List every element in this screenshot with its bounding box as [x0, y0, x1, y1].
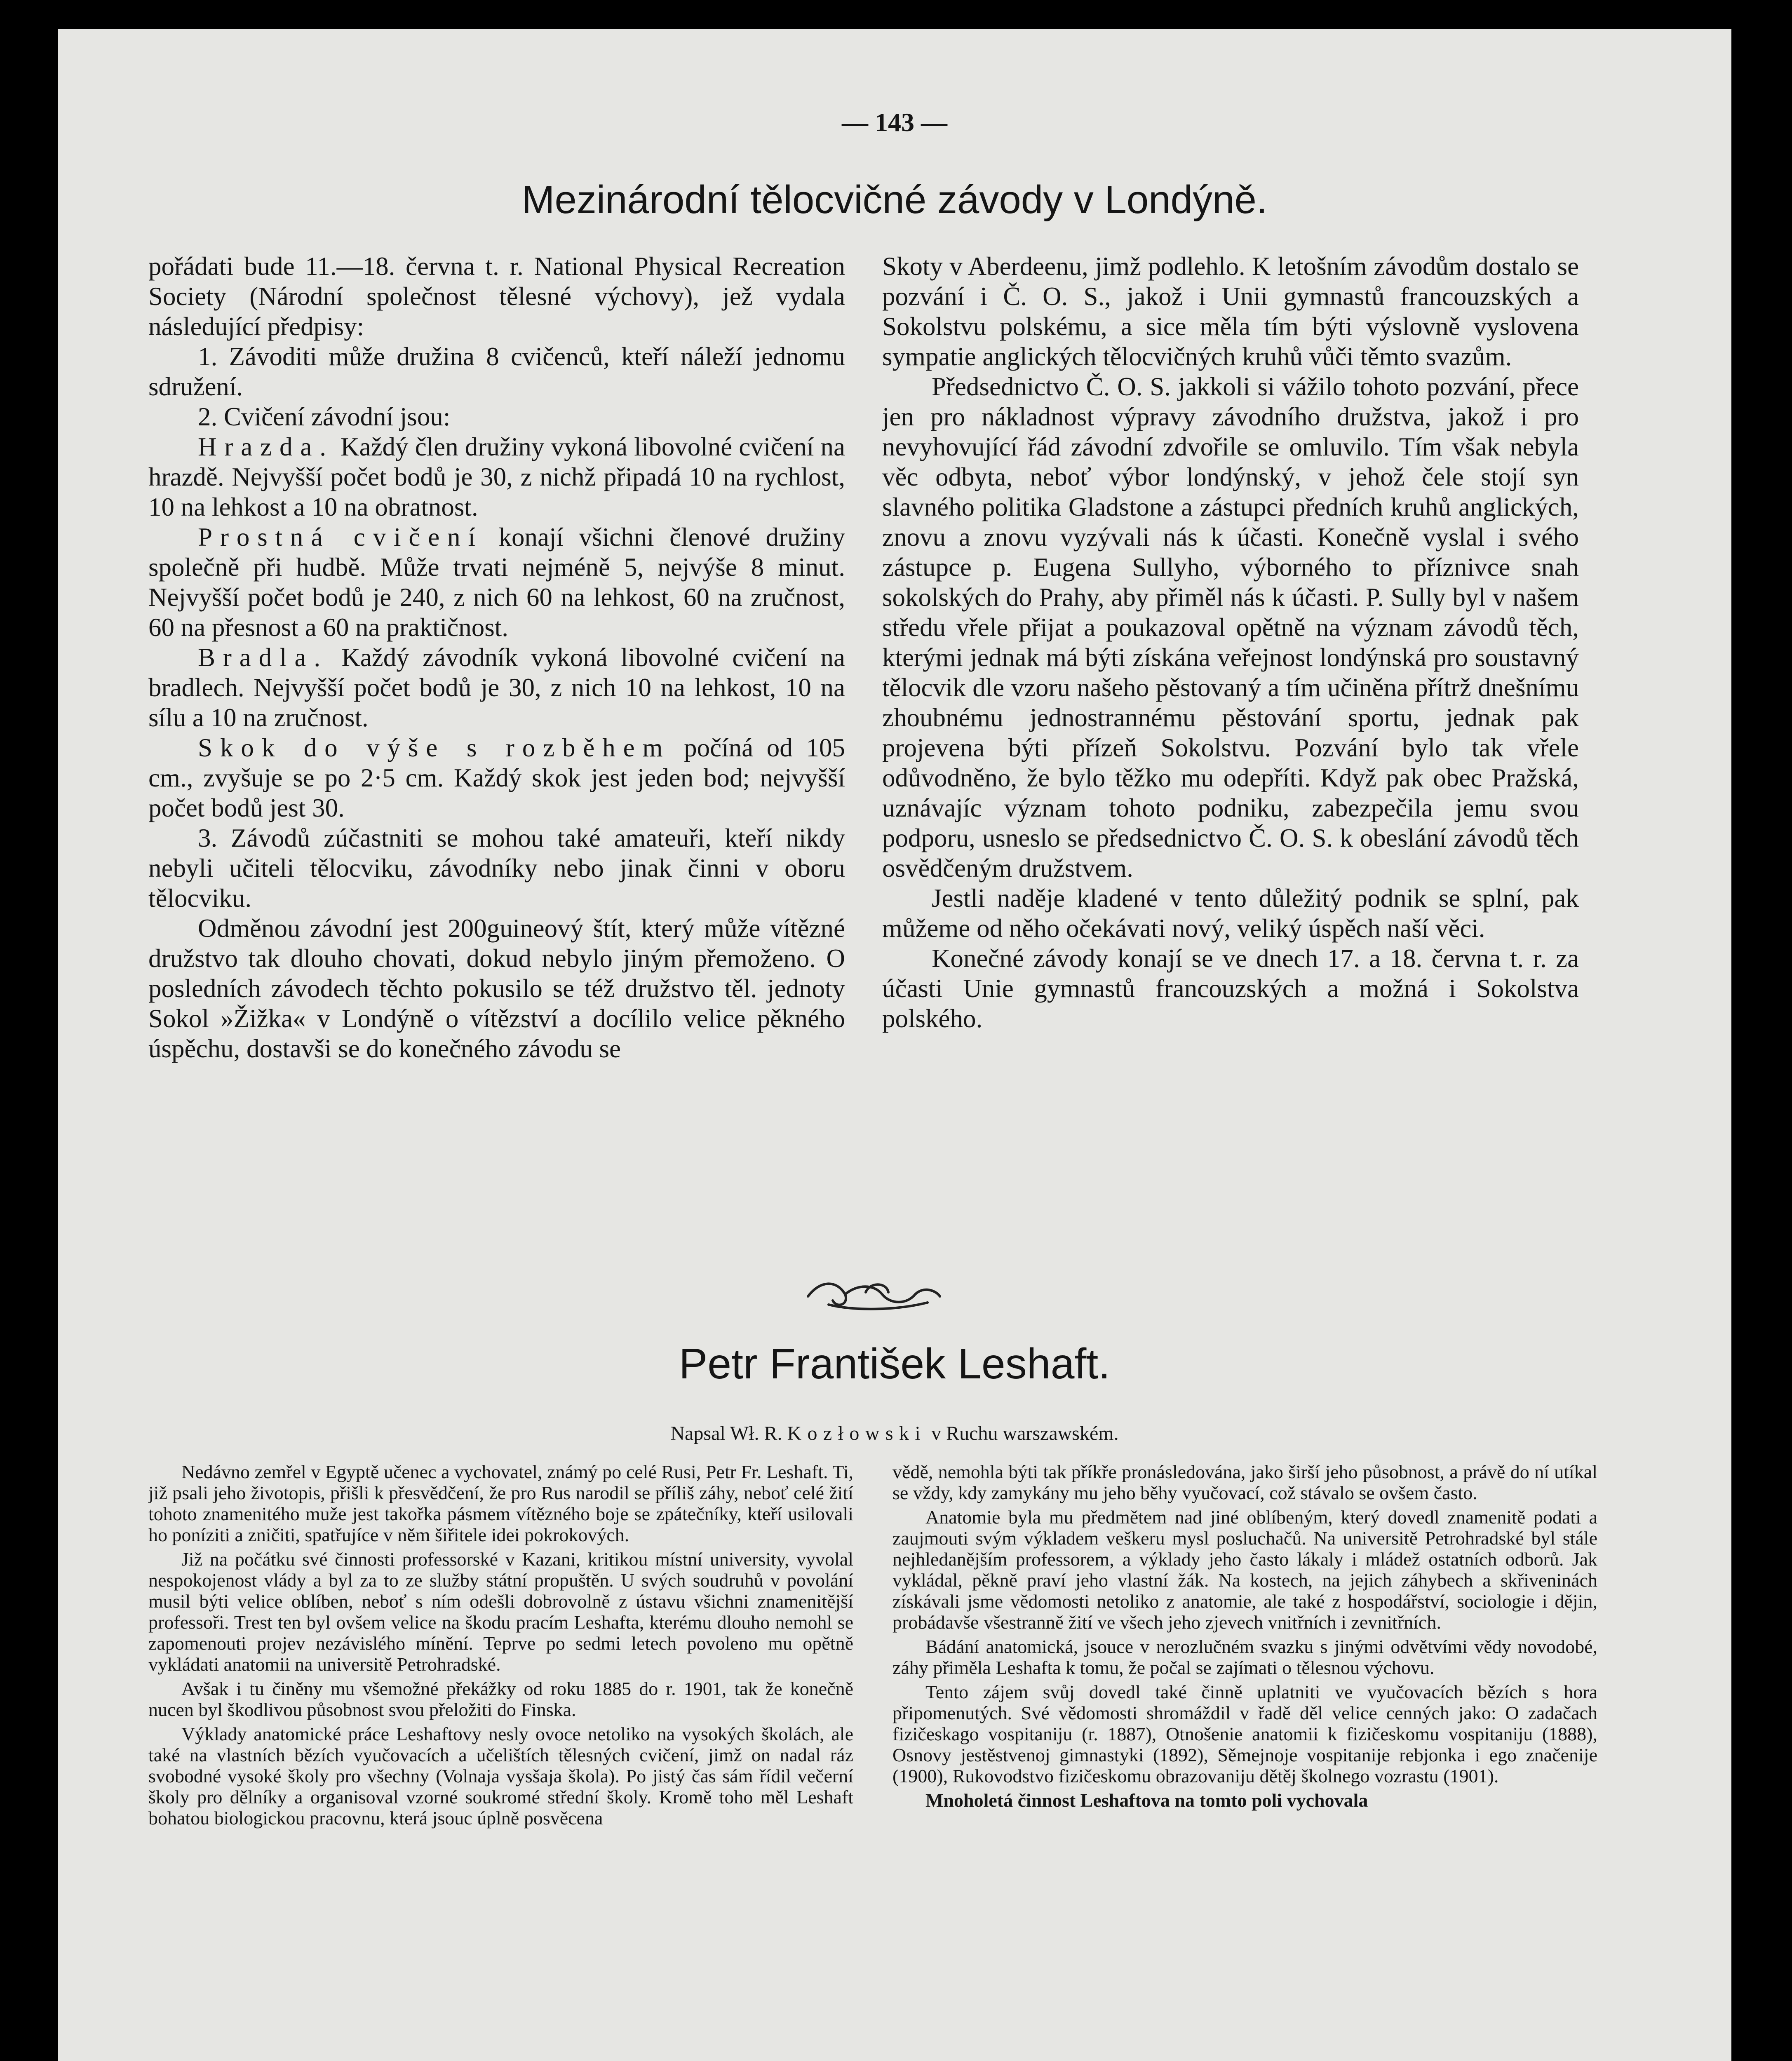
article1-column-left: [148, 251, 845, 1298]
paragraph: Tento zájem svůj dovedl také činně uplatniti ve vyučovacích bězích s hora připomenutých. Své vědomosti shromáždil v řadě děl velice cenných jako: O zadačach fizičeskago vospitaniju (r. 1887), Otnošenie anatomii k fizičeskomu vospitaniju (1888), Osnovy jestěstvenoj gimnastyki (1892), Sěmejnoje vospitanije rebjonka i ego značenije (1900), Rukovodstvo fizičeskomu obrazovaniju dětěj školnego vozrastu (1901).: [892, 1681, 1597, 1786]
paragraph: Skoty v Aberdeenu, jimž podlehlo. K letošním závodům dostalo se pozvání i Č. O. S., jakož i Unii gymnastů francouzských a Sokolstvu polskému, a sice měla tím býti výslovně vyslovena sympatie anglických tělocvičných kruhů vůči těmto svazům.: [882, 252, 1579, 371]
paragraph-text: konají všichni členové družiny společně při hudbě. Může trvati nejméně 5, nejvýše 8 minut. Nejvyšší počet bodů je 240, z nich 60 na lehkost, 60 na zručnost, 60 na přesnost a 60 na praktičnost.: [148, 523, 845, 642]
paragraph: 3. Závodů zúčastniti se mohou také amateuři, kteří nikdy nebyli učiteli tělocviku, závodníky nebo jinak činni v oboru tělocviku.: [148, 824, 845, 913]
paragraph: Již na počátku své činnosti professorské v Kazani, kritikou místní university, vyvolal nespokojenost vlády a byl za to ze služby státní propuštěn. U svých soudruhů v povolání musil býti velice oblíben, neboť s ním odešli dobrovolně z ústavu všichni znamenitější professoři. Trest ten byl ovšem velice na škodu pracím Leshafta, kterému dlouho nemohl se zapomenouti projev nezávislého mínění. Teprve po sedmi letech povoleno mu opětně vykládati anatomii na universitě Petrohradské.: [148, 1549, 853, 1675]
paragraph: [148, 643, 845, 733]
paragraph: [148, 432, 845, 522]
paragraph: 1. Závoditi může družina 8 cvičenců, kteří náleží jednomu sdružení.: [148, 342, 845, 401]
paragraph: [148, 522, 845, 643]
paragraph: [148, 733, 845, 823]
term: Skok do výše s rozběhem: [198, 733, 671, 762]
term: Bradla.: [198, 643, 328, 672]
paragraph: Avšak i tu činěny mu všemožné překážky od roku 1885 do r. 1901, tak že konečně nucen byl škodlivou působnost svou přeložiti do Finska.: [148, 1678, 853, 1720]
byline-prefix: Napsal Wł. R.: [670, 1423, 787, 1444]
paragraph: Bádání anatomická, jsouce v nerozlučném svazku s jinými odvětvími vědy novodobé, záhy přiměla Leshafta k tomu, že počal se zajímati o tělesnou výchovu.: [892, 1636, 1597, 1678]
paragraph: Předsednictvo Č. O. S. jakkoli si vážilo tohoto pozvání, přece jen pro nákladnost výpravy závodního družstva, jakož i pro nevyhovující řád závodní zdvořile se omluvilo. Tím však nebyla věc odbyta, neboť výbor londýnský, v jehož čele stojí syn slavného politika Gladstone a zástupci předních kruhů anglických, znovu a znovu vyzývali nás k účasti. Konečně vyslal i svého zástupce p. Eugena Sullyho, výborného to příznivce snah sokolských do Prahy, aby přiměl nás k účasti. P. Sully byl v našem středu vřele přijat a poukazoval opětně na význam závodů těch, kterými jednak má býti získána veřejnost londýnská pro soustavný tělocvik dle vzoru našeho pěstovaný a tím učiněna přítrž dnešnímu zhoubnému jednostrannému pěstování sportu, jednak pak projevena býti přízeň Sokolstvu. Pozvání bylo tak vřele odůvodněno, že bylo těžko mu odepříti. Když pak obec Pražská, uznávajíc význam tohoto podniku, zabezpečila jemu svou podporu, usneslo se předsednictvo Č. O. S. k obeslání závodů těch osvědčeným družstvem.: [882, 372, 1579, 883]
article2-column-right: [892, 1461, 1597, 2061]
page-number: — 143 —: [842, 108, 947, 137]
term: Hrazda.: [198, 432, 334, 461]
paragraph: Odměnou závodní jest 200guineový štít, který může vítězné družstvo tak dlouho chovati, dokud nebylo jiným přemoženo. O posledních závodech těchto pokusilo se též družstvo těl. jednoty Sokol »Žižka« v Londýně o vítězství a docílilo velice pěkného úspěchu, dostavši se do konečného závodu se: [148, 914, 845, 1063]
paragraph: Jestli naděje kladené v tento důležitý podnik se splní, pak můžeme od něho očekávati nový, veliký úspěch naší věci.: [882, 884, 1579, 943]
paragraph-text: počíná od 105 cm., zvyšuje se po 2·5 cm. Každý skok jest jeden bod; nejvyšší počet bodů jest 30.: [148, 733, 845, 822]
byline: [58, 1422, 1731, 1445]
term: Prostná cvičení: [198, 523, 483, 552]
ornament-divider: [804, 1272, 944, 1317]
document-page: [58, 29, 1731, 2061]
paragraph: vědě, nemohla býti tak příkře pronásledována, jako širší jeho působnost, a právě do ní utíkal se vždy, kdy zamykány mu jeho běhy vyučovací, což stávalo se ovšem často.: [892, 1461, 1597, 1503]
article1-column-right: [882, 251, 1579, 1298]
paragraph-text: Každý závodník vykoná libovolné cvičení na bradlech. Nejvyšší počet bodů je 30, z nich 10 na lehkost, 10 na sílu a 10 na zručnost.: [148, 643, 845, 732]
paragraph-text: Každý člen družiny vykoná libovolné cvičení na hrazdě. Nejvyšší počet bodů je 30, z nichž připadá 10 na rychlost, 10 na lehkost a 10 na obratnost.: [148, 432, 845, 521]
paragraph: Výklady anatomické práce Leshaftovy nesly ovoce netoliko na vysokých školách, ale také na vlastních bězích vyučovacích a učelištích tělesných cvičení, jimž on nadal ráz svobodné vysoké školy pro všechny (Volnaja vysšaja škola). Po jistý čas sám řídil večerní školy pro dělníky a organisoval vzorné soukromé střední školy. Kromě toho měl Leshaft bohatou biologickou pracovnu, která jsouc úplně posvěcena: [148, 1723, 853, 1829]
paragraph: Mnoholetá činnost Leshaftova na tomto poli vychovala: [925, 1790, 1368, 1811]
paragraph: pořádati bude 11.—18. června t. r. National Physical Recreation Society (Národní společnost tělesné výchovy), jež vydala následující předpisy:: [148, 252, 845, 341]
paragraph: 2. Cvičení závodní jsou:: [198, 402, 451, 431]
paragraph: Konečné závody konají se ve dnech 17. a 18. června t. r. za účasti Unie gymnastů francouzských a možná i Sokolstva polského.: [882, 944, 1579, 1033]
paragraph: Nedávno zemřel v Egyptě učenec a vychovatel, známý po celé Rusi, Petr Fr. Leshaft. Ti, již psali jeho životopis, přišli k přesvědčení, že pro Rus narodil se příliš záhy, neboť celé žití tohoto znamenitého muže jest takořka pásmem vítězného boje se zpátečníky, kteří usilovali ho poníziti a zničiti, spatřujíce v něm šiřitele idei pokrokových.: [148, 1461, 853, 1545]
paragraph: Anatomie byla mu předmětem nad jiné oblíbeným, který dovedl znamenitě podati a zaujmouti svým výkladem veškeru mysl posluchačů. Na universitě Petrohradské byl stále nejhledanějším professorem, a výklady jeho často lákaly i mládež ostatních odborů. Jak vykládal, pěkně praví jeho vlastní žák. Na kostech, na jejich záhybech a skřiveninách získávali jsme vědomosti netoliko z anatomie, ale také z hospodářství, sociologie i dějin, probádavše všestranně žití ve všech jeho zjevech vnitřních i zevnitřních.: [892, 1507, 1597, 1633]
byline-suffix: v Ruchu warszawském.: [926, 1423, 1119, 1444]
article-title: Petr František Leshaft.: [679, 1340, 1111, 1388]
byline-author: Kozłowski: [787, 1423, 927, 1444]
article-title: Mezinárodní tělocvičné závody v Londýně.: [521, 178, 1268, 222]
article2-column-left: [148, 1461, 853, 2061]
